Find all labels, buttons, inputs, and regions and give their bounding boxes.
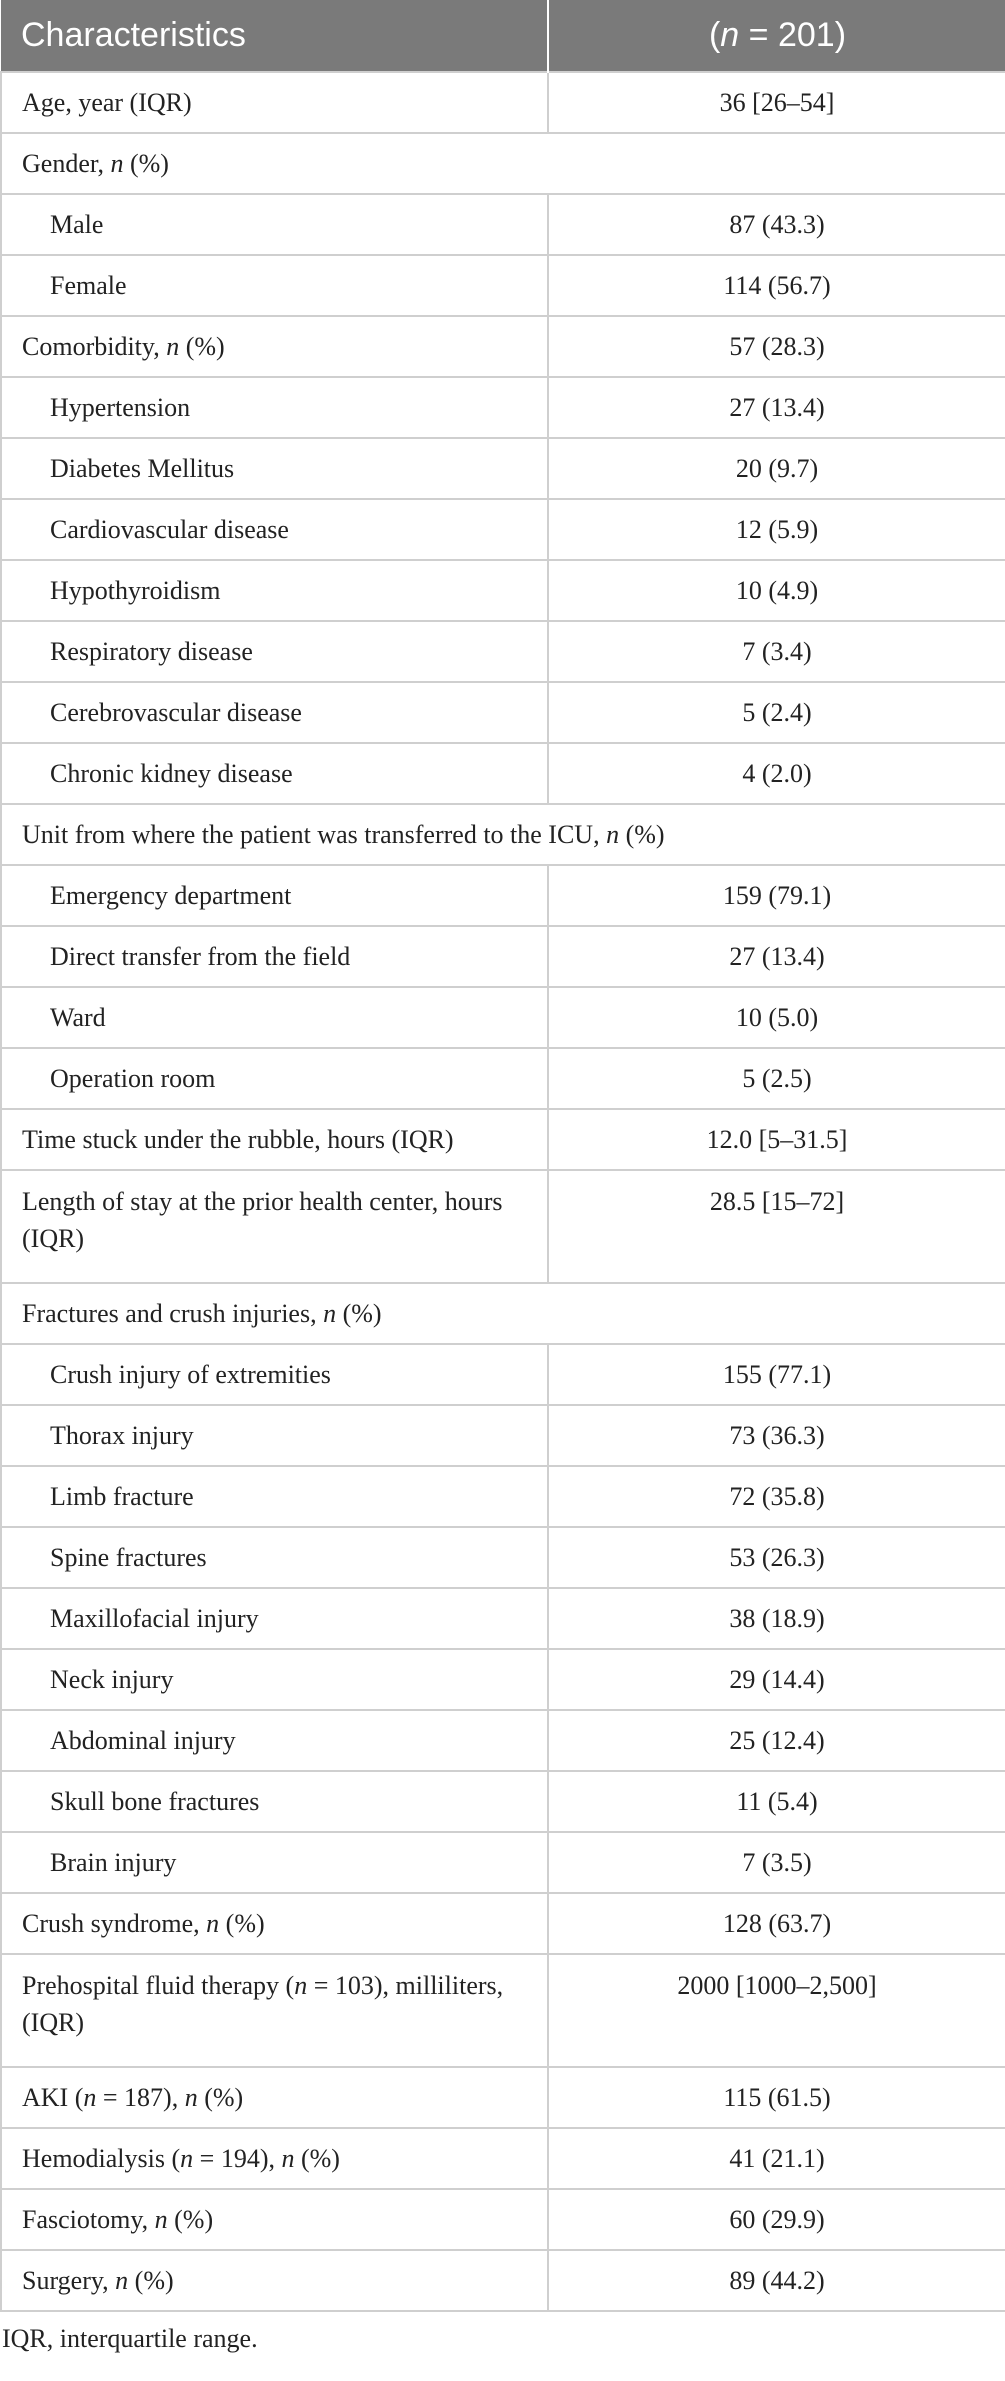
row-label: [1, 560, 548, 621]
row-label: [1, 1527, 548, 1588]
row-value: 38 (18.9): [548, 1588, 1005, 1649]
row-value: 11 (5.4): [548, 1771, 1005, 1832]
row-value: 5 (2.4): [548, 682, 1005, 743]
row-label: [1, 1954, 548, 2067]
table-row: [1, 1048, 1005, 1109]
row-label-post: (%): [219, 1909, 265, 1938]
row-label: [1, 1771, 548, 1832]
row-label-text: Ward: [50, 1003, 106, 1032]
table-row: [1, 743, 1005, 804]
row-value: 115 (61.5): [548, 2067, 1005, 2128]
row-label-text: Spine fractures: [50, 1543, 207, 1572]
table-row: [1, 560, 1005, 621]
row-value: 73 (36.3): [548, 1405, 1005, 1466]
table-row: [1, 1771, 1005, 1832]
table-row: [1, 1109, 1005, 1170]
row-label-text: Cerebrovascular disease: [50, 698, 302, 727]
row-label-text: Skull bone fractures: [50, 1787, 260, 1816]
row-label-post: (%): [167, 2205, 214, 2234]
row-label-text: Hemodialysis (: [22, 2144, 181, 2173]
row-value: 53 (26.3): [548, 1527, 1005, 1588]
row-label-text: Abdominal injury: [50, 1726, 236, 1755]
row-label-text: Crush syndrome,: [22, 1909, 207, 1938]
table-row: [1, 865, 1005, 926]
row-value: 5 (2.5): [548, 1048, 1005, 1109]
row-label: [1, 1344, 548, 1405]
row-label-text: Diabetes Mellitus: [50, 454, 235, 483]
row-label-text: Unit from where the patient was transferred to the ICU,: [22, 820, 607, 849]
row-value: 2000 [1000–2,500]: [548, 1954, 1005, 2067]
row-label: [1, 743, 548, 804]
row-value: 128 (63.7): [548, 1893, 1005, 1954]
row-label-italic: n: [184, 2083, 198, 2112]
table-row: [1, 2128, 1005, 2189]
row-label-italic: n: [206, 1909, 220, 1938]
row-value: 155 (77.1): [548, 1344, 1005, 1405]
row-value: 7 (3.5): [548, 1832, 1005, 1893]
row-label: [1, 987, 548, 1048]
table-header-row: [1, 0, 1005, 72]
table-row: [1, 316, 1005, 377]
table-row: [1, 1344, 1005, 1405]
row-label: [1, 255, 548, 316]
row-label-text: Thorax injury: [50, 1421, 194, 1450]
table-row: [1, 1649, 1005, 1710]
row-value: 27 (13.4): [548, 926, 1005, 987]
row-value: 28.5 [15–72]: [548, 1170, 1005, 1283]
row-label: [1, 499, 548, 560]
row-label: [1, 621, 548, 682]
row-label-italic: n: [323, 1299, 337, 1328]
row-value: 12.0 [5–31.5]: [548, 1109, 1005, 1170]
row-label: [1, 804, 1005, 865]
row-label-post: (%): [179, 332, 225, 361]
row-label: [1, 2189, 548, 2250]
table-row: [1, 987, 1005, 1048]
row-value: 87 (43.3): [548, 194, 1005, 255]
row-label-text: Brain injury: [50, 1848, 177, 1877]
row-label-italic: n: [110, 149, 124, 178]
row-value: 72 (35.8): [548, 1466, 1005, 1527]
row-label-text: Operation room: [50, 1064, 216, 1093]
row-label-post: (%): [123, 149, 169, 178]
row-label: [1, 194, 548, 255]
header-n-open: (: [708, 16, 721, 54]
row-value: 57 (28.3): [548, 316, 1005, 377]
row-label: [1, 1466, 548, 1527]
row-label-text: Limb fracture: [50, 1482, 194, 1511]
row-label-text: Respiratory disease: [50, 637, 253, 666]
row-label-text: Crush injury of extremities: [50, 1360, 331, 1389]
header-n-rest: = 201): [739, 16, 847, 54]
table-row: [1, 377, 1005, 438]
row-label-text: Prehospital fluid therapy (: [22, 1971, 295, 2000]
table-row: [1, 438, 1005, 499]
row-label-post: (%): [197, 2083, 244, 2112]
row-value: 10 (4.9): [548, 560, 1005, 621]
table-row: [1, 682, 1005, 743]
row-label: [1, 1893, 548, 1954]
row-label-post: = 194),: [193, 2144, 282, 2173]
row-label-italic: n: [154, 2205, 168, 2234]
row-label: [1, 865, 548, 926]
row-value: 36 [26–54]: [548, 72, 1005, 133]
row-label: [1, 1048, 548, 1109]
table-row: [1, 1832, 1005, 1893]
row-label-text: Direct transfer from the field: [50, 942, 351, 971]
row-label: [1, 926, 548, 987]
table-footnote: IQR, interquartile range.: [2, 2324, 258, 2353]
row-label: [1, 1109, 548, 1170]
row-label: [1, 1710, 548, 1771]
row-label-italic: n: [83, 2083, 97, 2112]
row-label-italic: n: [115, 2266, 129, 2295]
row-value: 41 (21.1): [548, 2128, 1005, 2189]
table-row: [1, 926, 1005, 987]
row-label-post: (%): [619, 820, 665, 849]
row-label-text: Neck injury: [50, 1665, 174, 1694]
row-label: [1, 1832, 548, 1893]
header-n: [548, 0, 1005, 72]
row-value: 4 (2.0): [548, 743, 1005, 804]
row-label-text: Fractures and crush injuries,: [22, 1299, 324, 1328]
row-value: 12 (5.9): [548, 499, 1005, 560]
row-value: 60 (29.9): [548, 2189, 1005, 2250]
row-label-italic: n: [180, 2144, 194, 2173]
row-label: [1, 1170, 548, 1283]
table-row: [1, 1170, 1005, 1283]
row-label-post: = 103), milliliters, (IQR): [22, 1971, 504, 2037]
row-label: [1, 1405, 548, 1466]
row-label-post: = 187),: [96, 2083, 185, 2112]
table-row: [1, 255, 1005, 316]
row-label-post: (%): [336, 1299, 382, 1328]
row-label-text: Male: [50, 210, 104, 239]
table-row: [1, 2250, 1005, 2311]
row-label-post: (%): [294, 2144, 340, 2173]
row-label: [1, 438, 548, 499]
row-value: 7 (3.4): [548, 621, 1005, 682]
row-label: [1, 1649, 548, 1710]
row-label-post: (%): [128, 2266, 174, 2295]
header-n-italic: n: [720, 16, 740, 54]
table-row: [1, 72, 1005, 133]
table-row: [1, 804, 1005, 865]
row-label-text: Age, year (IQR): [22, 88, 192, 117]
row-label-text: Gender,: [22, 149, 111, 178]
row-label-text: Female: [50, 271, 127, 300]
row-label-italic: n: [281, 2144, 295, 2173]
row-value: 89 (44.2): [548, 2250, 1005, 2311]
row-label: [1, 2250, 548, 2311]
table-row: [1, 1405, 1005, 1466]
row-label: [1, 1588, 548, 1649]
table-row: [1, 133, 1005, 194]
table-row: [1, 621, 1005, 682]
row-label: [1, 2128, 548, 2189]
row-label: [1, 377, 548, 438]
row-value: 27 (13.4): [548, 377, 1005, 438]
row-label-text: Emergency department: [50, 881, 292, 910]
row-label-text: Chronic kidney disease: [50, 759, 293, 788]
row-label: [1, 2067, 548, 2128]
row-label-text: Fasciotomy,: [22, 2205, 155, 2234]
table-row: [1, 1893, 1005, 1954]
row-label-text: Time stuck under the rubble, hours (IQR): [22, 1125, 454, 1154]
row-value: 20 (9.7): [548, 438, 1005, 499]
table-row: [1, 2189, 1005, 2250]
row-value: 10 (5.0): [548, 987, 1005, 1048]
table-row: [1, 1710, 1005, 1771]
table-row: [1, 499, 1005, 560]
row-label-italic: n: [166, 332, 180, 361]
row-label: [1, 682, 548, 743]
table-row: [1, 194, 1005, 255]
table-row: [1, 1588, 1005, 1649]
row-label-text: Hypothyroidism: [50, 576, 221, 605]
row-value: 159 (79.1): [548, 865, 1005, 926]
row-value: 25 (12.4): [548, 1710, 1005, 1771]
table-row: [1, 1954, 1005, 2067]
row-label: [1, 1283, 1005, 1344]
row-label: [1, 316, 548, 377]
row-label-text: Cardiovascular disease: [50, 515, 289, 544]
row-value: 29 (14.4): [548, 1649, 1005, 1710]
row-label-text: Comorbidity,: [22, 332, 167, 361]
row-label-text: Maxillofacial injury: [50, 1604, 259, 1633]
row-value: 114 (56.7): [548, 255, 1005, 316]
row-label-text: Hypertension: [50, 393, 191, 422]
table-row: [1, 1466, 1005, 1527]
row-label-italic: n: [606, 820, 620, 849]
row-label: [1, 72, 548, 133]
row-label: [1, 133, 1005, 194]
header-characteristics: Characteristics: [1, 0, 548, 72]
row-label-text: Length of stay at the prior health center, hours (IQR): [22, 1187, 503, 1253]
row-label-text: Surgery,: [22, 2266, 116, 2295]
table-row: [1, 1283, 1005, 1344]
table-row: [1, 2067, 1005, 2128]
table-row: [1, 1527, 1005, 1588]
row-label-italic: n: [294, 1971, 308, 2000]
row-label-text: AKI (: [22, 2083, 84, 2112]
